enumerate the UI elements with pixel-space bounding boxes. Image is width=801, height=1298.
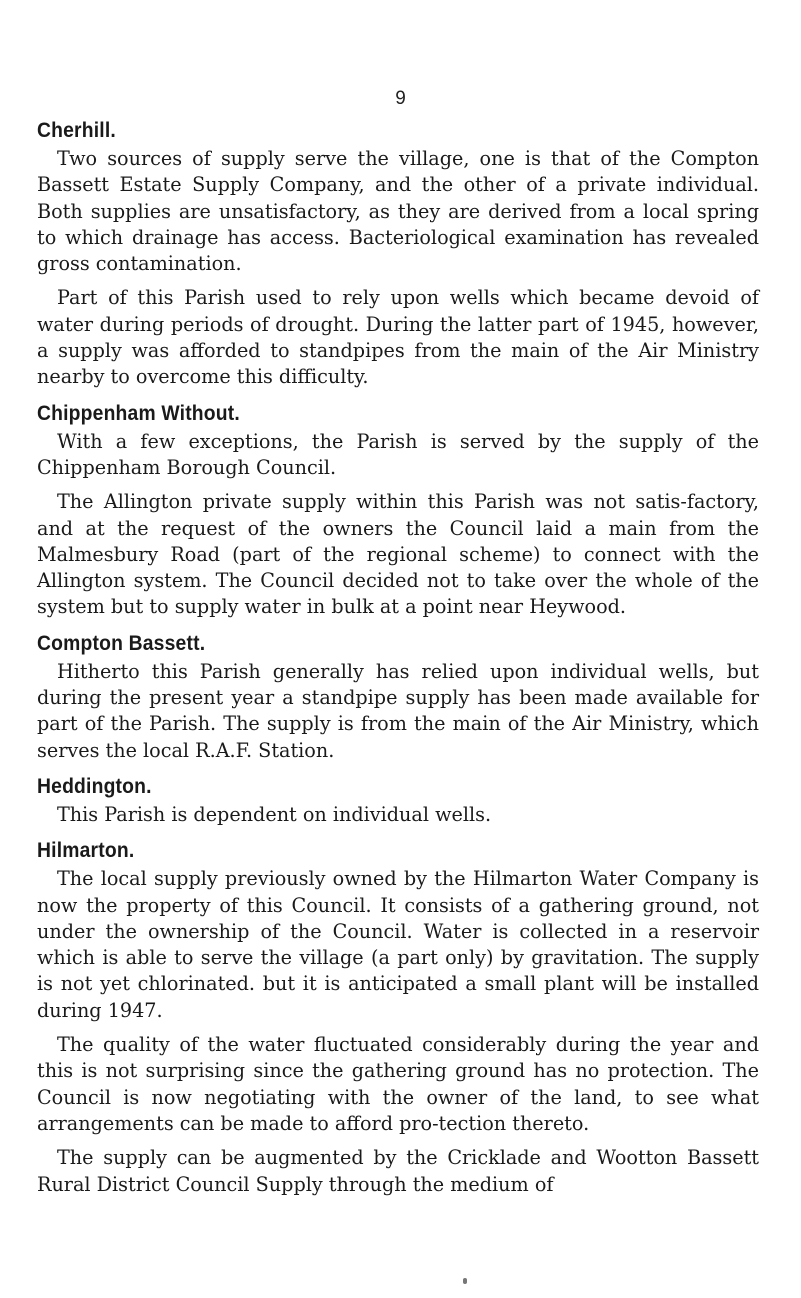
paragraph: This Parish is dependent on individual wells. bbox=[57, 802, 492, 826]
paragraph: The supply can be augmented by the Cricklade and Wootton Bassett Rural District Council Supply through the medium of bbox=[37, 1146, 759, 1196]
paragraph: Part of this Parish used to rely upon wells which became devoid of water during periods of drought. During the latter part of 1945, however, a supply was afforded to standpipes from the main of the Air Ministry nearby to overcome this difficulty. bbox=[37, 286, 759, 389]
page-content bbox=[37, 116, 759, 1206]
section-cherhill bbox=[37, 116, 759, 391]
section-heddington bbox=[37, 772, 759, 828]
section-heading: Chippenham Without. bbox=[37, 401, 240, 425]
section-chippenham-without bbox=[37, 399, 759, 621]
print-speck bbox=[463, 1278, 467, 1284]
paragraph: The quality of the water fluctuated considerably during the year and this is not surprising since the gathering ground has no protection. The Council is now negotiating with the owner of the land, to see what arrangements can be made to afford pro-tection thereto. bbox=[37, 1033, 759, 1135]
paragraph: Hitherto this Parish generally has relied upon individual wells, but during the present year a standpipe supply has been made available for part of the Parish. The supply is from the main of the Air Ministry, which serves the local R.A.F. Station. bbox=[37, 659, 759, 762]
section-heading: Heddington. bbox=[37, 774, 152, 798]
section-hilmarton bbox=[37, 836, 759, 1198]
paragraph: The Allington private supply within this Parish was not satis-factory, and at the request of the owners the Council laid a main from the Malmesbury Road (part of the regional scheme) to connect with the Allington system. The Council decided not to take over the whole of the system but to supply water in bulk at a point near Heywood. bbox=[37, 490, 759, 619]
section-heading: Hilmarton. bbox=[37, 839, 135, 863]
section-heading: Compton Bassett. bbox=[37, 631, 206, 655]
section-compton-bassett bbox=[37, 629, 759, 764]
paragraph: The local supply previously owned by the Hilmarton Water Company is now the property of this Council. It consists of a gathering ground, not under the ownership of the Council. Water is collected in a reservoir which is able to serve the village (a part only) by gravitation. The supply is not yet chlorinated. but it is anticipated a small plant will be installed during 1947. bbox=[37, 867, 759, 1022]
paragraph: Two sources of supply serve the village, one is that of the Compton Bassett Estate Supply Company, and the other of a private individual. Both supplies are unsatisfactory, as they are derived from a local spring to which drainage has access. Bacteriological examination has revealed gross contamination. bbox=[37, 147, 759, 276]
page-number: 9 bbox=[395, 88, 406, 109]
paragraph: With a few exceptions, the Parish is served by the supply of the Chippenham Borough Council. bbox=[37, 429, 759, 479]
section-heading: Cherhill. bbox=[37, 119, 116, 142]
